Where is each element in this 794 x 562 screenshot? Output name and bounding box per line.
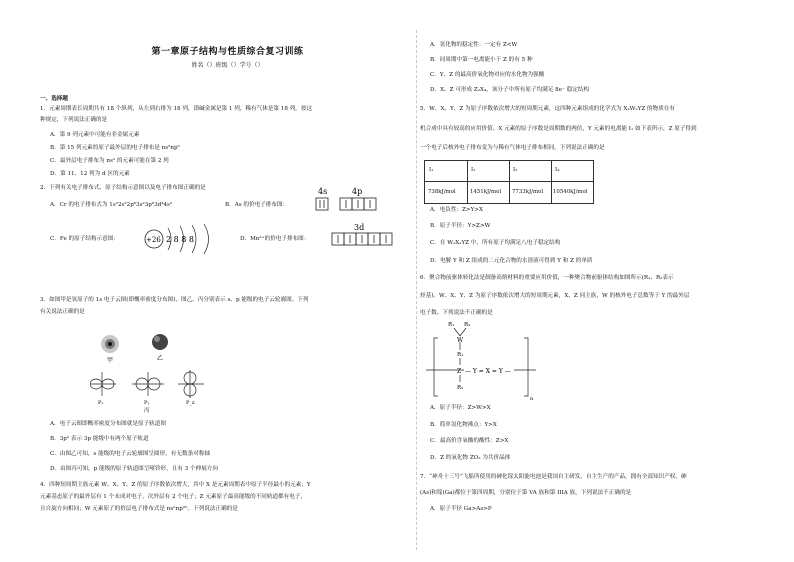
label-jia: 甲: [107, 357, 114, 364]
shell-electrons: 2 8 8 8: [166, 235, 194, 244]
q6-stem-line2: 烃基)。W、X、Y、Z 为原子序数依次增大的短周期元素，X、Z 同主族，W 的核外电子总数等于 Y 的最外层: [420, 293, 690, 299]
q3-option-b: B．3p² 表示 3p 能级中有两个原子轨道: [50, 436, 149, 442]
q2-option-a: A．Cr 的电子排布式为 1s²2s²2p⁶3s²3p⁶3d⁴4s²: [50, 202, 173, 208]
struct-chain: — Y = X = Y —: [465, 368, 511, 375]
as-orbital-diagram: [312, 186, 392, 220]
q2-option-c: C．Fe 的原子结构示意图：: [50, 236, 119, 242]
label-pz: P_z: [186, 400, 195, 406]
label-py: Pᵧ: [144, 400, 150, 406]
q5-option-d: D．电解 Y 和 Z 组成的二元化合物的水溶液可得到 Y 和 Z 的单质: [430, 258, 593, 264]
q5-option-b: B．原子半径：Y>Z>W: [430, 223, 491, 229]
electron-cloud-figures: [90, 328, 210, 408]
q4-option-a: A．氢化物的稳定性：一定有 Z<W: [430, 42, 518, 48]
ionization-table: [424, 160, 594, 204]
q1-option-b: B．第 15 列元素的原子最外层的电子排布是 ns²np⁵: [50, 145, 180, 151]
q3-stem-line1: 3．如图甲是氢原子的 1s 电子云图(即概率密度分布图)，图乙、丙分别表示 s、p 能级的电子云轮廓图。下列: [40, 297, 309, 303]
pz-orbital: [178, 370, 204, 398]
table-cell-i1: 738kJ/mol: [428, 189, 456, 195]
struct-n: n: [530, 396, 534, 402]
py-orbital: [132, 372, 164, 396]
q1-stem-line1: 1．元素周期表长周期共有 18 个纵列，从左到右排为 18 列，即碱金属是第 1 列，稀有气体是第 18 列。按这: [40, 106, 313, 112]
table-cell-i4: 10540kJ/mol: [553, 189, 588, 195]
struct-r1: R₁: [457, 352, 464, 358]
fe-atom-structure: [140, 222, 250, 256]
polymer-structure: [420, 318, 550, 402]
q1-option-a: A．第 9 列元素中可能有非金属元素: [50, 132, 140, 138]
nucleus-label: +26: [146, 236, 161, 244]
q7-stem-line1: 7．“神舟十三号”飞船所使用的砷化镓太阳能电池是我国自主研发、自主生产的产品，拥有全部知识产权。砷: [420, 474, 687, 480]
q3-option-d: D．由图丙可知，p 能级的原子轨道图呈哑铃形，且有 3 个伸展方向: [50, 466, 218, 472]
q3-option-c: C．由图乙可知，s 能级的电子云轮廓图呈圆形，有无数条对称轴: [50, 451, 210, 457]
table-cell-i2: 1451kJ/mol: [470, 189, 502, 195]
label-4s: 4s: [318, 187, 328, 196]
struct-r2-top: R₂: [464, 322, 471, 328]
q2-option-d: D．Mn²⁺的价电子排布图：: [240, 236, 310, 242]
q3-option-a: A．电子云图即概率密度分布图就是原子轨道图: [50, 421, 166, 427]
q4-option-c: C．Y、Z 的最高价氧化物对应的水化物为强酸: [430, 72, 545, 78]
struct-r2: R₂: [457, 385, 464, 391]
table-header-i3: I₃: [513, 167, 518, 173]
label-yi: 乙: [157, 355, 164, 362]
px-orbital: [90, 372, 116, 396]
q7-option-a: A．原子半径 Ga>As>P: [430, 506, 492, 512]
q5-stem-line2: 机合成中具有较高的应用价值。X 元素的原子序数是周期数的两倍，Y 元素的电离能 I₁ 如下表所示，Z 原子得到: [420, 126, 697, 132]
q2-option-b: B．As 的价电子排布图：: [225, 202, 289, 208]
struct-w: W: [457, 337, 464, 344]
q6-stem-line3: 电子数。下列说法不正确的是: [420, 310, 493, 316]
q4-stem-line3: 且自旋方向相同；W 元素原子的价层电子排布式是 nsⁿnp²ⁿ。下列说法正确的是: [40, 506, 238, 512]
mn-orbital-diagram: [328, 222, 400, 248]
label-3d: 3d: [354, 223, 365, 232]
q4-stem-line1: 4．四种短周期主族元素 W、X、Y、Z 的原子序数依次增大，其中 X 是元素周期表中原子半径最小的元素；Y: [40, 482, 311, 488]
section-heading: 一、选择题: [40, 96, 68, 102]
q5-option-a: A．电负性：Z>Y>X: [430, 207, 483, 213]
struct-z: Z: [457, 368, 462, 375]
table-header-i1: I₁: [429, 167, 434, 173]
q1-option-c: C．最外层电子排布为 ns² 的元素可能在第 2 列: [50, 158, 169, 164]
q1-option-d: D．第 11、12 列为 d 区的元素: [50, 171, 130, 177]
q6-option-d: D．Z 的氧化物 ZO₂ 为共价晶体: [430, 455, 511, 461]
q4-option-b: B．同周期中第一电离能小于 Z 的有 5 种: [430, 57, 533, 63]
q5-option-c: C．在 W₂X₂YZ 中，所有原子均满足八电子稳定结构: [430, 240, 561, 246]
label-px: Pₓ: [98, 400, 104, 406]
s-cloud-dots: [101, 335, 119, 353]
q5-stem-line3: 一个电子后核外电子排布变为与稀有气体电子排布相同。下列说法正确的是: [420, 145, 605, 151]
q7-stem-line2: (As)和镓(Ga)都位于第四周期，分别位于第 VA 族和第 IIIA 族。下列说法不正确的是: [420, 490, 632, 496]
q3-stem-line2: 有关说法正确的是: [40, 309, 85, 315]
table-header-i2: I₂: [471, 167, 476, 173]
q6-stem-line1: 6．聚合物前驱体转化法是制备高熔材料的重要应用价值，一种聚合物前驱体结构如图所示(R₁、R₂表示: [420, 275, 674, 281]
page-title: 第一章原子结构与性质综合复习训练: [151, 47, 304, 57]
column-divider: [416, 30, 418, 550]
table-cell-i3: 7733kJ/mol: [512, 189, 544, 195]
q4-stem-line2: 元素基态原子的最外层有 1 个未成对电子，次外层有 2 个电子；Z 元素原子最高能级的不同轨道都有电子，: [40, 494, 307, 500]
q6-option-a: A．原子半径：Z>W>X: [430, 405, 491, 411]
label-bing: 丙: [144, 408, 150, 414]
s-orbital-sphere: [152, 334, 168, 350]
q6-option-c: C．最高价含氧酸的酸性：Z>X: [430, 438, 509, 444]
label-4p: 4p: [352, 187, 363, 196]
q1-stem-line2: 种规定，下列说法正确的是: [40, 117, 108, 123]
q6-option-b: B．简单氢化物沸点：Y>X: [430, 422, 497, 428]
q5-stem-line1: 5．W、X、Y、Z 为原子序数依次增大的短周期元素，这四种元素组成的化学式为 X₂W₂YZ 的物质在有: [420, 106, 675, 112]
q2-stem: 2．下列有关电子排布式、原子结构示意图以及电子排布图正确的是: [40, 185, 206, 191]
struct-r1-top: R₁: [448, 322, 455, 328]
q4-option-d: D．X、Z 可形成 Z₂X₄，该分子中所有原子均满足 8e⁻ 稳定结构: [430, 87, 590, 93]
student-info-line: 姓名（）班级（）学号（）: [191, 62, 264, 69]
table-header-i4: I₄: [555, 167, 560, 173]
